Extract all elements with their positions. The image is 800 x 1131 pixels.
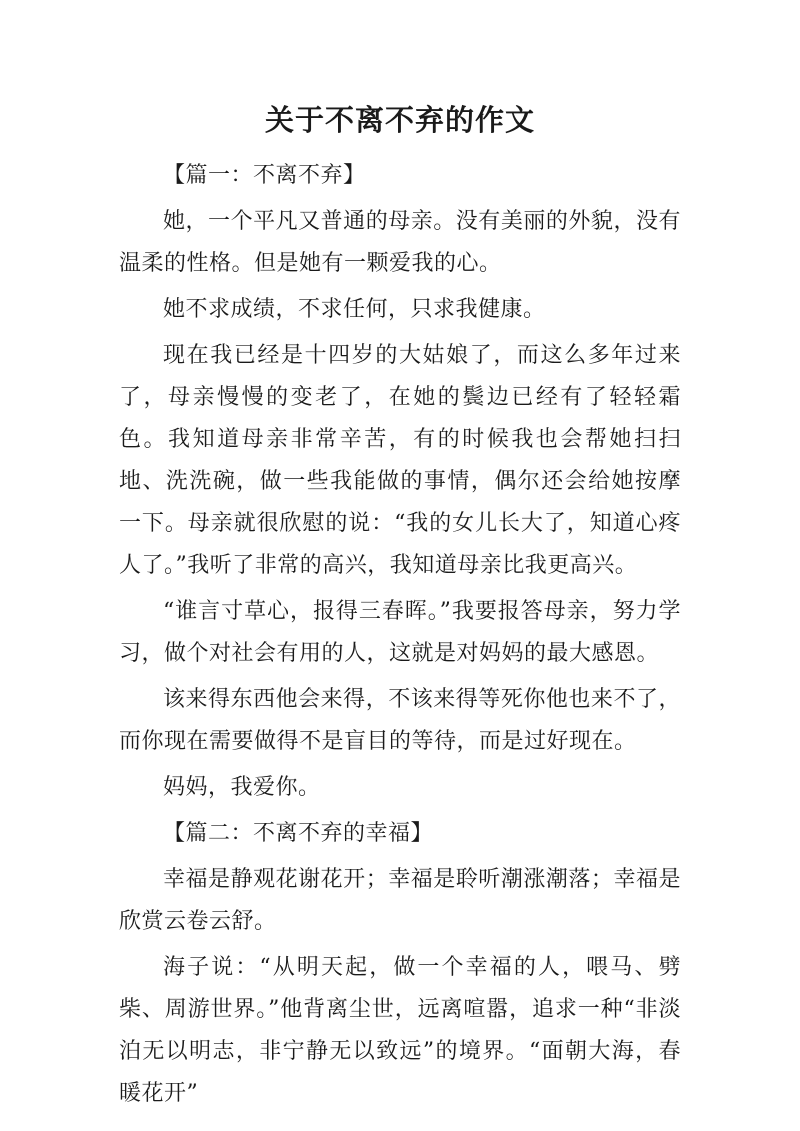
paragraph: “谁言寸草心，报得三春晖。”我要报答母亲，努力学习，做个对社会有用的人，这就是对妈妈的最大感恩。 xyxy=(119,599,681,666)
section-heading: 【篇一：不离不弃】 xyxy=(163,163,366,188)
section-heading: 【篇二：不离不弃的幸福】 xyxy=(163,821,434,846)
document-body xyxy=(119,155,681,1115)
paragraph: 幸福是静观花谢花开；幸福是聆听潮涨潮落；幸福是欣赏云卷云舒。 xyxy=(119,867,681,934)
document-title: 关于不离不弃的作文 xyxy=(264,103,535,137)
paragraph: 该来得东西他会来得，不该来得等死你他也来不了，而你现在需要做得不是盲目的等待，而是过好现在。 xyxy=(119,687,681,754)
paragraph: 她，一个平凡又普通的母亲。没有美丽的外貌，没有温柔的性格。但是她有一颗爱我的心。 xyxy=(119,209,681,276)
paragraph: 现在我已经是十四岁的大姑娘了，而这么多年过来了，母亲慢慢的变老了，在她的鬓边已经有了轻轻霜色。我知道母亲非常辛苦，有的时候我也会帮她扫扫地、洗洗碗，做一些我能做的事情，偶尔还会给她按摩一下。母亲就很欣慰的说：“我的女儿长大了，知道心疼人了。”我听了非常的高兴，我知道母亲比我更高兴。 xyxy=(119,343,681,578)
paragraph: 她不求成绩，不求任何，只求我健康。 xyxy=(163,297,546,322)
paragraph: 妈妈，我爱你。 xyxy=(163,775,321,800)
paragraph: 海子说：“从明天起，做一个幸福的人，喂马、劈柴、周游世界。”他背离尘世，远离喧嚣，追求一种“非淡泊无以明志，非宁静无以致远”的境界。“面朝大海，春暖花开” xyxy=(119,955,681,1106)
